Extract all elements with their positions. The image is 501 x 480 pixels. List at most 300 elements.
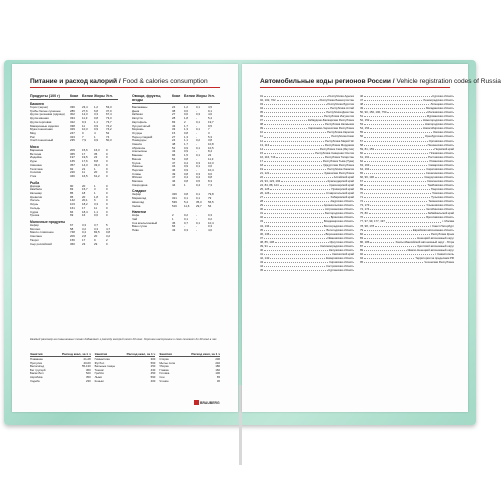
- activity-name: Бальные танцы: [94, 364, 116, 369]
- food-value: 1,8: [184, 116, 189, 121]
- region-name: Ханты-Мансийский автономный округ - Югра: [395, 239, 454, 244]
- leader-dots: [264, 219, 323, 222]
- food-value: 2,8: [82, 234, 87, 239]
- food-name: Баранина: [30, 148, 44, 153]
- region-code: 49: [360, 106, 364, 111]
- food-name: Мука пшеничная: [30, 127, 53, 132]
- leader-dots: [364, 139, 428, 142]
- food-value: 20: [94, 234, 98, 239]
- leader-dots: [364, 179, 426, 182]
- food-value: 0,2: [184, 213, 189, 218]
- region-name: Республика Северная Осетия: [315, 150, 354, 155]
- activity-kcal: 21-28: [83, 357, 91, 361]
- food-value: 4,6: [208, 228, 213, 233]
- food-name: Окунь: [30, 202, 39, 207]
- activity-name: Теннис: [94, 367, 104, 372]
- region-code: 17: [260, 158, 264, 163]
- food-value: 3,3: [82, 222, 87, 227]
- region-code: 69: [360, 187, 364, 192]
- food-value: 0,9: [184, 164, 189, 169]
- food-value: 16,5: [82, 173, 88, 178]
- food-name: Малина: [132, 179, 143, 184]
- region-code: 59, 81, 159: [360, 146, 374, 151]
- food-name: Свинина: [30, 162, 42, 167]
- food-value: 52: [172, 145, 176, 150]
- food-name: Шоколад: [132, 199, 145, 204]
- activity-kcal: 55-130: [81, 364, 91, 369]
- region-name: Ивановская область: [327, 235, 354, 240]
- leader-dots: [364, 256, 414, 259]
- food-value: 4,5: [208, 105, 213, 109]
- region-code: 83: [360, 235, 364, 240]
- region-code: 48: [360, 102, 364, 107]
- food-value: 56,5: [208, 199, 214, 204]
- food-value: 6,8: [94, 108, 99, 113]
- leader-dots: [370, 203, 425, 206]
- region-code: 11: [260, 134, 263, 139]
- food-value: 0,9: [184, 167, 189, 172]
- region-code: 51: [360, 114, 364, 119]
- food-value: 85: [70, 191, 74, 196]
- region-code: 07: [260, 118, 264, 123]
- region-name: Чувашская Республика: [323, 170, 354, 175]
- food-value: 49: [172, 171, 176, 176]
- region-name: Республика Крым: [430, 231, 454, 236]
- food-name: Яблоки: [132, 175, 142, 180]
- region-code: 01: [260, 94, 264, 98]
- food-value: 0,6: [184, 108, 189, 113]
- food-value: 4,6: [208, 112, 213, 117]
- activity-column: [30, 352, 91, 383]
- food-value: 322: [70, 119, 75, 124]
- food-name: Огурцы: [132, 130, 143, 135]
- food-value: 79: [208, 196, 212, 201]
- food-name: Сосиски: [30, 170, 42, 175]
- activity-name: Глажка: [159, 367, 169, 372]
- region-code: 66, 96, 196: [360, 174, 374, 179]
- food-value: 235: [70, 138, 75, 143]
- food-value: 11,3: [208, 156, 214, 161]
- food-value: 17: [82, 151, 86, 156]
- food-section-title: Рыба: [30, 180, 40, 185]
- food-value: 50,3: [106, 138, 112, 143]
- region-name: Кабардино-Балкарская Республика: [307, 118, 354, 123]
- leader-dots: [264, 147, 319, 150]
- food-value: 22: [94, 155, 98, 160]
- food-value: 96: [172, 153, 176, 158]
- food-name: Пиво: [132, 228, 139, 233]
- food-value: 0: [106, 159, 108, 164]
- region-name: Республика Бурятия: [327, 102, 354, 107]
- region-code: 74, 174: [360, 207, 370, 212]
- food-value: 29: [94, 241, 98, 246]
- leader-dots: [364, 228, 412, 231]
- food-value: -: [196, 224, 197, 229]
- region-name: Астраханская область: [324, 207, 354, 212]
- region-name: Смоленская область: [426, 178, 454, 183]
- region-code: 79: [360, 227, 364, 232]
- food-name: Груша: [132, 160, 141, 165]
- food-value: 3,6: [208, 164, 213, 169]
- region-code: 63, 163: [360, 162, 370, 167]
- region-name: Ростовская область: [428, 154, 454, 159]
- food-value: 3,3: [94, 112, 99, 117]
- activity-kcal: 160: [215, 367, 221, 372]
- activity-name: Чтение: [159, 378, 169, 383]
- leader-dots: [264, 175, 333, 178]
- food-value: 54: [208, 203, 212, 208]
- food-value: 326: [172, 192, 177, 197]
- region-name: Свердловская область: [424, 174, 454, 179]
- region-code: 76: [360, 215, 364, 220]
- food-value: 7,9: [82, 138, 87, 143]
- activity-row: [30, 380, 91, 384]
- region-name: Республика Дагестан: [326, 110, 354, 115]
- food-name: Сельдь: [30, 205, 40, 210]
- food-value: 47: [172, 160, 176, 165]
- food-value: 360: [70, 241, 75, 246]
- region-code: 92: [360, 251, 364, 256]
- food-value: 3,3: [94, 202, 99, 207]
- food-value: 6: [94, 198, 96, 203]
- food-value: 0,4: [196, 182, 201, 187]
- food-value: 3: [208, 130, 210, 135]
- food-value: 286: [70, 108, 75, 113]
- food-value: 0,3: [208, 224, 213, 229]
- food-value: 12,3: [82, 112, 88, 117]
- title-en: Food & calories consumption: [122, 78, 208, 85]
- food-name: Треска: [30, 213, 40, 218]
- region-name: Республика Алтай: [330, 106, 354, 111]
- food-name: Свекла: [132, 142, 142, 147]
- region-code: 68: [360, 183, 364, 188]
- activity-name: Баскетбол: [30, 371, 44, 376]
- food-value: 27: [172, 112, 176, 117]
- leader-dots: [270, 171, 322, 174]
- food-name: Молоко: [30, 226, 41, 231]
- region-name: Калининградская область: [320, 243, 354, 248]
- leader-dots: [264, 130, 326, 133]
- leader-dots: [270, 256, 325, 259]
- food-value: 0,1: [196, 127, 201, 132]
- region-name: Новосибирская область: [422, 126, 454, 131]
- region-name: Республика Адыгея: [328, 94, 354, 98]
- region-code: 40: [260, 247, 264, 252]
- leader-dots: [264, 215, 330, 218]
- food-value: 20,1: [82, 198, 88, 203]
- food-name: Кальмар: [30, 191, 42, 196]
- region-code: 87: [360, 243, 364, 248]
- food-value: 0,4: [196, 175, 201, 180]
- food-value: 10,8: [208, 142, 214, 147]
- food-value: 0,6: [184, 112, 189, 117]
- leader-dots: [277, 98, 319, 101]
- food-value: 0,9: [184, 149, 189, 154]
- leader-dots: [264, 199, 329, 202]
- food-value: 0: [106, 202, 108, 207]
- food-value: -: [196, 216, 197, 221]
- food-value: 0,8: [184, 179, 189, 184]
- food-row: [30, 243, 118, 247]
- food-value: 18,2: [82, 202, 88, 207]
- region-name: Территории за пределами РФ: [415, 255, 454, 260]
- header-cell: Жиры: [94, 94, 105, 98]
- region-code: 60: [360, 150, 364, 155]
- activity-name: Аэробика: [30, 374, 43, 379]
- region-code: 31: [260, 211, 264, 216]
- leader-dots: [264, 118, 307, 121]
- region-code: 71: [360, 195, 364, 200]
- food-value: 20: [94, 170, 98, 175]
- food-value: 0,3: [196, 171, 201, 176]
- region-code: 50, 90, 150, 190, 750: [360, 110, 387, 115]
- food-value: 357: [70, 162, 75, 167]
- food-row: [132, 184, 220, 188]
- food-value: 0,4: [184, 175, 189, 180]
- leader-dots: [264, 114, 323, 117]
- food-value: -: [196, 156, 197, 161]
- region-name: г. Санкт-Петербург: [429, 223, 454, 228]
- region-name: Владимирская область: [323, 219, 354, 224]
- food-value: 0,3: [184, 228, 189, 233]
- food-value: 0,8: [184, 192, 189, 197]
- leader-dots: [364, 151, 428, 154]
- food-value: 539: [172, 199, 177, 204]
- header-cell: Угл.: [208, 94, 215, 98]
- region-code: 35: [260, 227, 264, 232]
- food-value: 1,2: [184, 105, 189, 109]
- leader-dots: [364, 260, 423, 263]
- food-value: -: [196, 167, 197, 172]
- region-name: Приморский край: [331, 187, 354, 192]
- food-name: Крупа манная: [30, 116, 49, 121]
- food-value: 45: [172, 220, 176, 225]
- food-name: Персики: [132, 167, 144, 172]
- food-name: Телятина: [30, 166, 43, 171]
- region-name: Мурманская область: [426, 114, 454, 119]
- food-value: -: [196, 149, 197, 154]
- food-name: Крупа перловая: [30, 119, 52, 124]
- leader-dots: [264, 126, 307, 129]
- food-value: 1,1: [94, 119, 99, 124]
- food-value: 33,3: [94, 162, 100, 167]
- food-value: 9,6: [208, 171, 213, 176]
- food-column-1: [30, 94, 118, 246]
- food-value: 24: [172, 105, 176, 109]
- food-value: 516: [172, 203, 177, 208]
- food-value: 10,5: [208, 145, 214, 150]
- region-name: Ярославская область: [425, 215, 454, 220]
- food-value: 0: [82, 130, 84, 135]
- leader-dots: [364, 102, 429, 105]
- region-code: 44: [260, 263, 264, 268]
- food-value: 0,4: [82, 230, 87, 235]
- food-value: 7,3: [208, 182, 213, 187]
- region-code: 32: [260, 215, 264, 220]
- region-code: 62: [360, 158, 364, 163]
- leader-dots: [370, 167, 425, 170]
- food-value: 5: [106, 222, 108, 227]
- food-name: Баклажаны: [132, 105, 148, 109]
- leader-dots: [264, 159, 322, 162]
- activity-kcal: 560: [150, 360, 156, 365]
- food-value: 156: [70, 237, 75, 242]
- region-name: Чеченская Республика: [424, 259, 454, 264]
- food-name: Бананы: [132, 153, 143, 158]
- region-name: Республика Башкортостан: [319, 98, 354, 103]
- region-name: Амурская область: [330, 199, 354, 204]
- region-code: 95: [360, 259, 364, 264]
- food-value: 10,3: [208, 160, 214, 165]
- food-value: 38: [172, 108, 176, 113]
- food-name: Сыр российский: [30, 241, 52, 246]
- food-value: 21: [82, 166, 86, 171]
- region-code: 06: [260, 114, 264, 119]
- leader-dots: [375, 175, 423, 178]
- leader-dots: [375, 147, 434, 150]
- food-name: Мёд: [30, 130, 36, 135]
- brand-name: BRAUBERG: [200, 400, 220, 405]
- food-value: 20: [82, 194, 86, 199]
- food-value: 23: [82, 241, 86, 246]
- region-code: 28: [260, 199, 264, 204]
- food-value: 67: [70, 222, 74, 227]
- food-value: 0,1: [196, 196, 201, 201]
- region-name: Краснодарский край: [327, 178, 354, 183]
- region-code: 42, 142: [260, 255, 270, 260]
- region-name: Республика Саха (Якутия): [319, 146, 354, 151]
- region-code: 41: [260, 251, 264, 256]
- region-code: 14: [260, 146, 264, 151]
- leader-dots: [375, 224, 429, 227]
- food-name: Творог: [30, 237, 40, 242]
- food-value: 0,1: [196, 105, 201, 109]
- food-value: 0,1: [196, 164, 201, 169]
- region-name: Саратовская область: [426, 166, 454, 171]
- food-value: 2: [172, 213, 174, 218]
- food-value: 15,6: [82, 148, 88, 153]
- food-value: -: [196, 108, 197, 113]
- region-name: Еврейская автономная область: [412, 227, 454, 232]
- region-name: Республика Карелия: [327, 130, 354, 135]
- food-value: 1: [172, 216, 174, 221]
- leader-dots: [386, 219, 441, 222]
- region-code: 54, 154: [360, 126, 370, 131]
- food-value: 29,7: [196, 203, 202, 208]
- region-name: Республика Тыва (Тува): [322, 158, 354, 163]
- food-value: 0,6: [94, 213, 99, 218]
- region-name: Чукотский автономный округ: [416, 243, 454, 248]
- leader-dots: [264, 207, 324, 210]
- food-value: 95: [70, 194, 74, 199]
- activity-name: Готовка: [159, 371, 170, 376]
- header-cell: Угл.: [106, 94, 113, 98]
- food-value: 0: [106, 213, 108, 218]
- leader-dots: [370, 118, 422, 121]
- food-value: 27: [172, 134, 176, 139]
- region-name: Пермский край: [434, 146, 454, 151]
- food-value: 226: [70, 170, 75, 175]
- food-table-header: [30, 94, 118, 100]
- food-value: 5,4: [208, 116, 213, 121]
- food-value: 11,6: [184, 203, 190, 208]
- food-name: Капуста: [132, 116, 143, 121]
- region-name: Архангельская область: [323, 203, 354, 208]
- leader-dots: [270, 232, 324, 235]
- activity-kcal: 450: [150, 371, 156, 376]
- region-code: 55: [360, 130, 364, 135]
- food-value: 346: [70, 173, 75, 178]
- food-name: Кофе: [132, 213, 140, 218]
- food-value: 323: [70, 134, 75, 139]
- region-name: Томская область: [432, 191, 454, 196]
- food-value: 8,3: [208, 179, 213, 184]
- food-value: 0: [106, 191, 108, 196]
- region-code: 56: [360, 134, 364, 139]
- region-name: Белгородская область: [324, 211, 354, 216]
- leader-dots: [364, 130, 432, 133]
- region-code: 25, 125: [260, 187, 270, 192]
- region-code: 34, 134: [260, 223, 270, 228]
- region-name: Нижегородская область: [422, 118, 454, 123]
- food-value: 365: [70, 151, 75, 156]
- food-name: Апельсины: [132, 149, 147, 154]
- region-code: 36, 136: [260, 231, 270, 236]
- activity-name: Мытье пола: [159, 360, 175, 365]
- food-name: Морковь: [132, 127, 144, 132]
- food-value: 0,1: [196, 192, 201, 197]
- title-rule: [30, 87, 220, 88]
- activity-header-kcal: Расход ккал, за 1 ч: [61, 352, 91, 356]
- leader-dots: [264, 252, 331, 255]
- food-value: 22: [208, 153, 212, 158]
- header-cell: Белки: [184, 94, 195, 98]
- region-name: Удмуртская Республика: [323, 162, 354, 167]
- activity-table: [30, 352, 220, 383]
- region-name: Волгоградская область: [323, 223, 354, 228]
- food-value: 18,4: [82, 209, 88, 214]
- food-value: 1,1: [94, 209, 99, 214]
- header-cell: Белки: [82, 94, 93, 98]
- leader-dots: [364, 171, 425, 174]
- food-value: 0,1: [196, 145, 201, 150]
- food-value: 16: [82, 213, 86, 218]
- food-value: 74,2: [106, 123, 112, 128]
- food-value: 302: [70, 112, 75, 117]
- food-value: 27,6: [82, 108, 88, 113]
- food-value: 10,3: [82, 127, 88, 132]
- region-code: 57: [360, 138, 364, 143]
- food-value: 46: [172, 167, 176, 172]
- region-code: 29: [260, 203, 264, 208]
- food-value: 52: [106, 130, 110, 135]
- food-value: 0: [106, 151, 108, 156]
- region-name: Карачаево-Черкесская Республика: [308, 126, 354, 131]
- brand-mark-icon: [194, 400, 199, 405]
- food-value: 161: [70, 205, 75, 210]
- food-row: [132, 205, 220, 209]
- page-title-left: Питание и расход калорий / Food & calories consumption: [30, 78, 208, 85]
- region-code: 70: [360, 191, 364, 196]
- leader-dots: [364, 191, 431, 194]
- region-name: Сахалинская область: [425, 170, 454, 175]
- food-name: Лимоны: [132, 164, 143, 169]
- food-value: 336: [70, 105, 75, 109]
- food-value: 0: [106, 155, 108, 160]
- region-code: 58: [360, 142, 364, 147]
- leader-dots: [264, 163, 322, 166]
- region-name: Алтайский край: [333, 174, 354, 179]
